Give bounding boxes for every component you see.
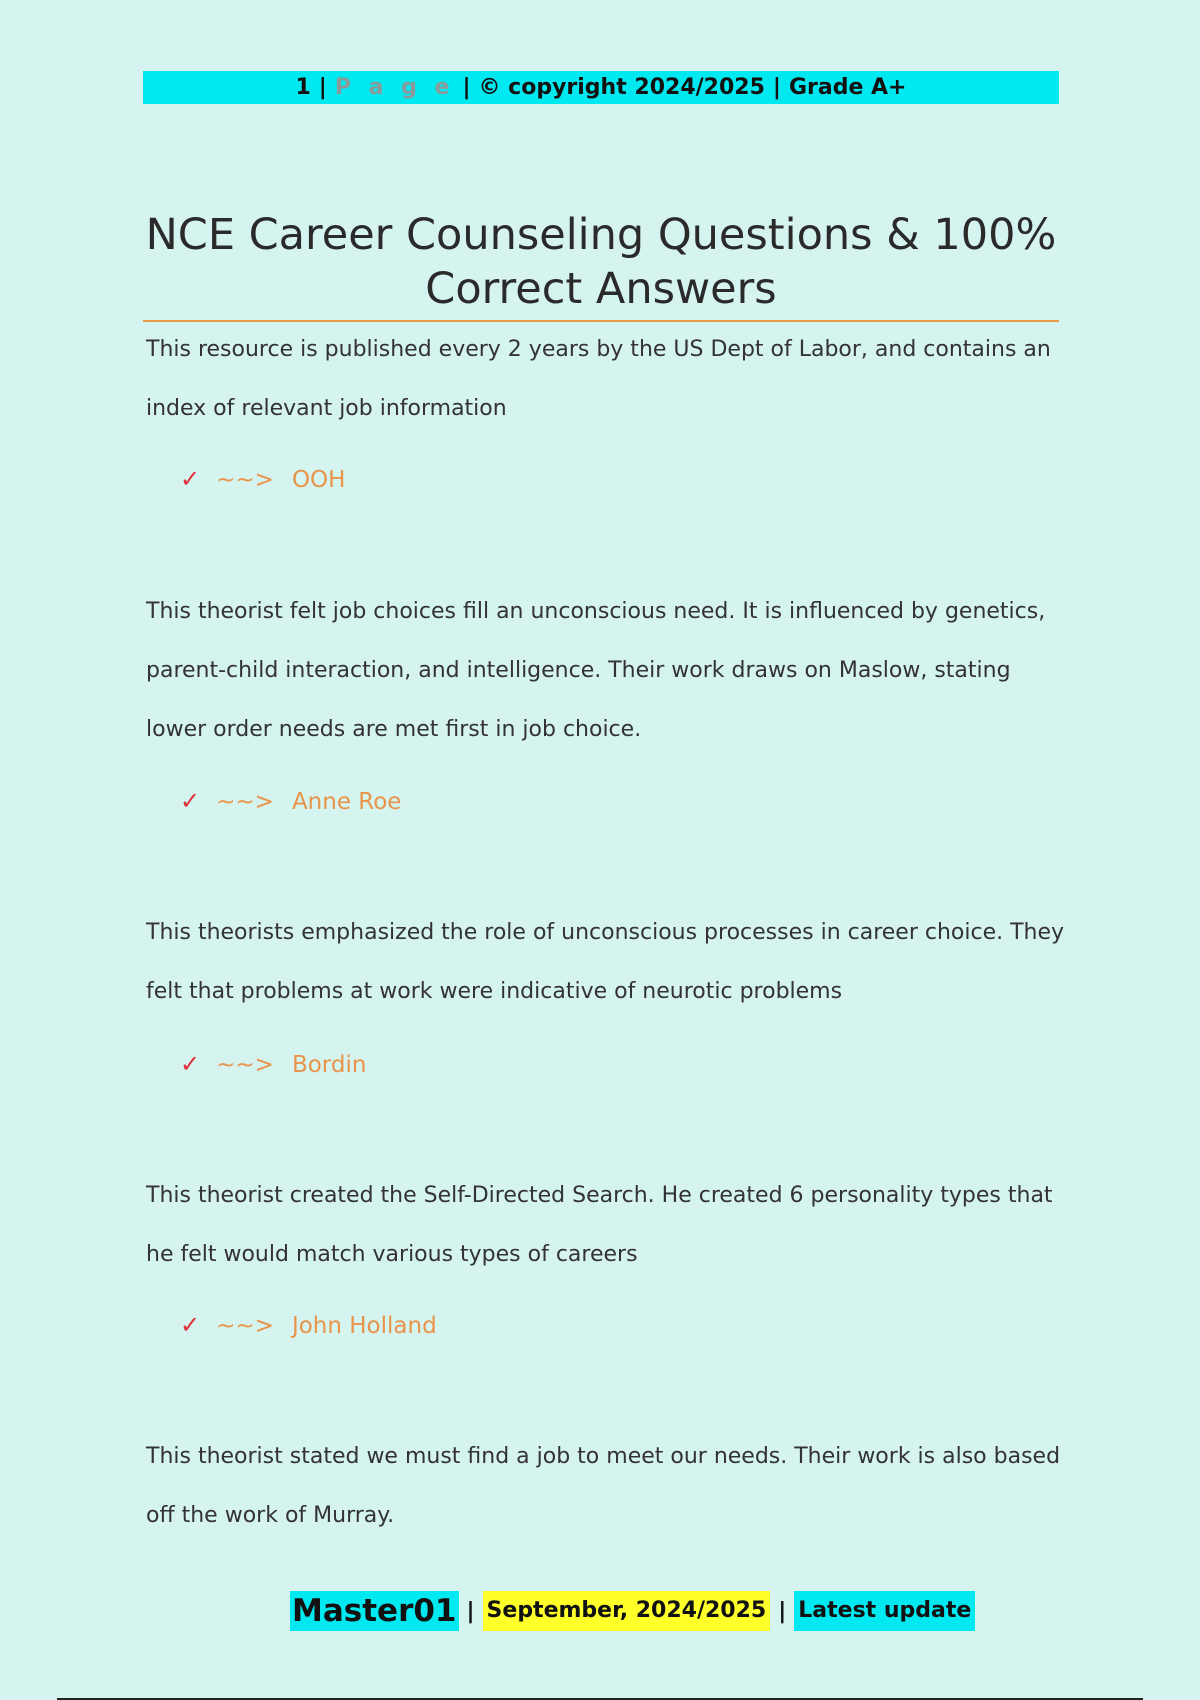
title-line-1: NCE Career Counseling Questions & 100% (145, 210, 1057, 260)
question-text: This resource is published every 2 years by the US Dept of Labor, and contains an index of relevant job information (146, 337, 1051, 421)
answer-row (180, 1310, 437, 1341)
answer-text: Bordin (291, 1052, 367, 1078)
page-word: P a g e (334, 75, 455, 100)
answer-row (180, 464, 345, 495)
copyright-text: © copyright 2024/2025 (478, 75, 765, 100)
page-footer (290, 1591, 975, 1631)
question-text: This theorist created the Self-Directed Search. He created 6 personality types that he felt would match various types of careers (146, 1183, 1053, 1267)
arrow-text: ~~> (216, 1313, 274, 1339)
question-text: This theorist stated we must find a job to meet our needs. Their work is also based off the work of Murray. (146, 1444, 1061, 1528)
check-icon: ✓ (180, 787, 201, 815)
answer-text: OOH (291, 467, 346, 493)
question-text: This theorists emphasized the role of unconscious processes in career choice. They felt that problems at work were indicative of neurotic problems (146, 920, 1065, 1004)
answer-text: John Holland (291, 1313, 437, 1339)
arrow-text: ~~> (216, 1052, 274, 1078)
header-separator: | (462, 75, 471, 100)
header-separator: | (318, 75, 327, 100)
check-icon: ✓ (180, 1050, 201, 1078)
footer-separator: | (778, 1598, 787, 1624)
check-icon: ✓ (180, 465, 201, 493)
arrow-text: ~~> (216, 467, 274, 493)
check-icon: ✓ (180, 1311, 201, 1339)
footer-date: September, 2024/2025 (483, 1591, 771, 1631)
page-header (143, 71, 1059, 104)
footer-update: Latest update (794, 1591, 975, 1631)
page-number: 1 (295, 75, 311, 100)
footer-separator: | (466, 1598, 475, 1624)
title-line-2: Correct Answers (425, 264, 777, 314)
answer-row (180, 786, 401, 817)
arrow-text: ~~> (216, 789, 274, 815)
header-separator: | (772, 75, 781, 100)
question-text: This theorist felt job choices fill an unconscious need. It is influenced by genetics, parent-child interaction, and intelligence. Their work draws on Maslow, stating lower order needs are met first in job choice. (146, 599, 1046, 742)
grade-text: Grade A+ (788, 75, 907, 100)
answer-row (180, 1049, 366, 1080)
document-title (143, 208, 1059, 316)
answer-text: Anne Roe (291, 789, 402, 815)
footer-author: Master01 (292, 1593, 457, 1629)
